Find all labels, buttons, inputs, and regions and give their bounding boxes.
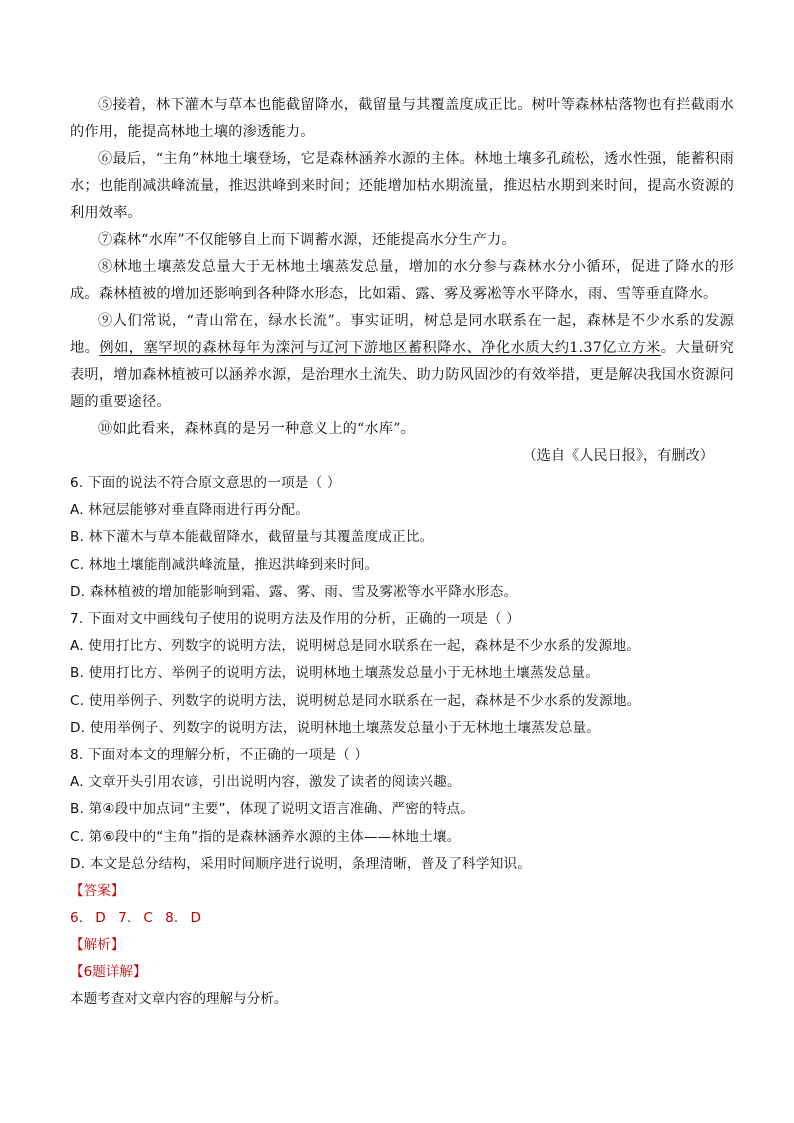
question-7-option-d: D. 使用举例子、列数字的说明方法，说明林地土壤蒸发总量小于无林地土壤蒸发总量。 [70, 719, 601, 736]
analysis-heading: 【解析】 [70, 937, 125, 954]
question-6-option-b: B. 林下灌木与草本能截留降水，截留量与其覆盖度成正比。 [70, 529, 434, 546]
question-8-option-c: C. 第⑥段中的“主角”指的是森林涵养水源的主体——林地土壤。 [70, 828, 461, 845]
paragraph-9-lead: ⑨人们常说，“青山常在，绿水长流”。事实证明，树总是同水联系在一起，森林是不少水系的发源地。 [70, 313, 734, 356]
paragraph-8: ⑧林地土壤蒸发总量大于无林地土壤蒸发总量，增加的水分参与森林水分小循环，促进了降水的形成。森林植被的增加还影响到各种降水形态，比如霜、露、雾及雾凇等水平降水，雨、雪等垂直降水。 [70, 259, 734, 302]
question-7-option-a: A. 使用打比方、列数字的说明方法，说明树总是同水联系在一起，森林是不少水系的发源地。 [70, 638, 641, 655]
question-8-stem: 8. 下面对本文的理解分析，不正确的一项是（ ） [70, 747, 369, 764]
question-6-option-a: A. 林冠层能够对垂直降雨进行再分配。 [70, 502, 310, 519]
question-8-option-d: D. 本文是总分结构，采用时间顺序进行说明，条理清晰，普及了科学知识。 [70, 855, 532, 872]
paragraph-10: ⑩如此看来，森林真的是另一种意义上的“水库”。 [98, 421, 416, 437]
detail-heading-6: 【6题详解】 [70, 964, 147, 981]
question-6-stem: 6. 下面的说法不符合原文意思的一项是（ ） [70, 475, 341, 491]
answer-list: 6. D 7. C 8. D [70, 910, 201, 927]
question-8-option-a: A. 文章开头引用农谚，引出说明内容，激发了读者的阅读兴趣。 [70, 774, 461, 791]
document-page [70, 92, 734, 1013]
question-6-option-d: D. 森林植被的增加能影响到霜、露、雾、雨、雪及雾凇等水平降水形态。 [70, 583, 518, 600]
paragraph-9-tail: 。大量研究表明，增加森林植被可以涵养水源，是治理水土流失、助力防风固沙的有效举措，更是解决我国水资源问题的重要途径。 [70, 340, 734, 410]
paragraph-5: ⑤接着，林下灌木与草本也能截留降水，截留量与其覆盖度成正比。树叶等森林枯落物也有拦截雨水的作用，能提高林地土壤的渗透能力。 [70, 97, 734, 140]
paragraph-9 [70, 308, 734, 416]
article-source: （选自《人民日报》，有删改） [522, 448, 714, 464]
answer-heading: 【答案】 [70, 883, 125, 900]
question-7-stem: 7. 下面对文中画线句子使用的说明方法及作用的分析，正确的一项是（ ） [70, 611, 521, 628]
detail-text-6: 本题考查对文章内容的理解与分析。 [70, 991, 288, 1008]
question-7-option-b: B. 使用打比方、举例子的说明方法，说明林地土壤蒸发总量小于无林地土壤蒸发总量。 [70, 665, 599, 682]
question-8-option-b: B. 第④段中加点词“主要”，体现了说明文语言准确、严密的特点。 [70, 801, 475, 818]
paragraph-6: ⑥最后，“主角”林地土壤登场，它是森林涵养水源的主体。林地土壤多孔疏松，透水性强，能蓄积雨水；也能削减洪峰流量，推迟洪峰到来时间；还能增加枯水期流量，推迟枯水期到来时间，提高水资源的利用效率。 [70, 151, 734, 221]
question-7-option-c: C. 使用举例子、列数字的说明方法，说明树总是同水联系在一起，森林是不少水系的发源地。 [70, 692, 641, 709]
underlined-sentence: 例如，塞罕坝的森林每年为滦河与辽河下游地区蓄积降水、净化水质大约1.37亿立方米 [99, 340, 661, 356]
paragraph-7: ⑦森林“水库”不仅能够自上而下调蓄水源，还能提高水分生产力。 [98, 232, 516, 248]
question-6-option-c: C. 林地土壤能削减洪峰流量，推迟洪峰到来时间。 [70, 556, 379, 573]
